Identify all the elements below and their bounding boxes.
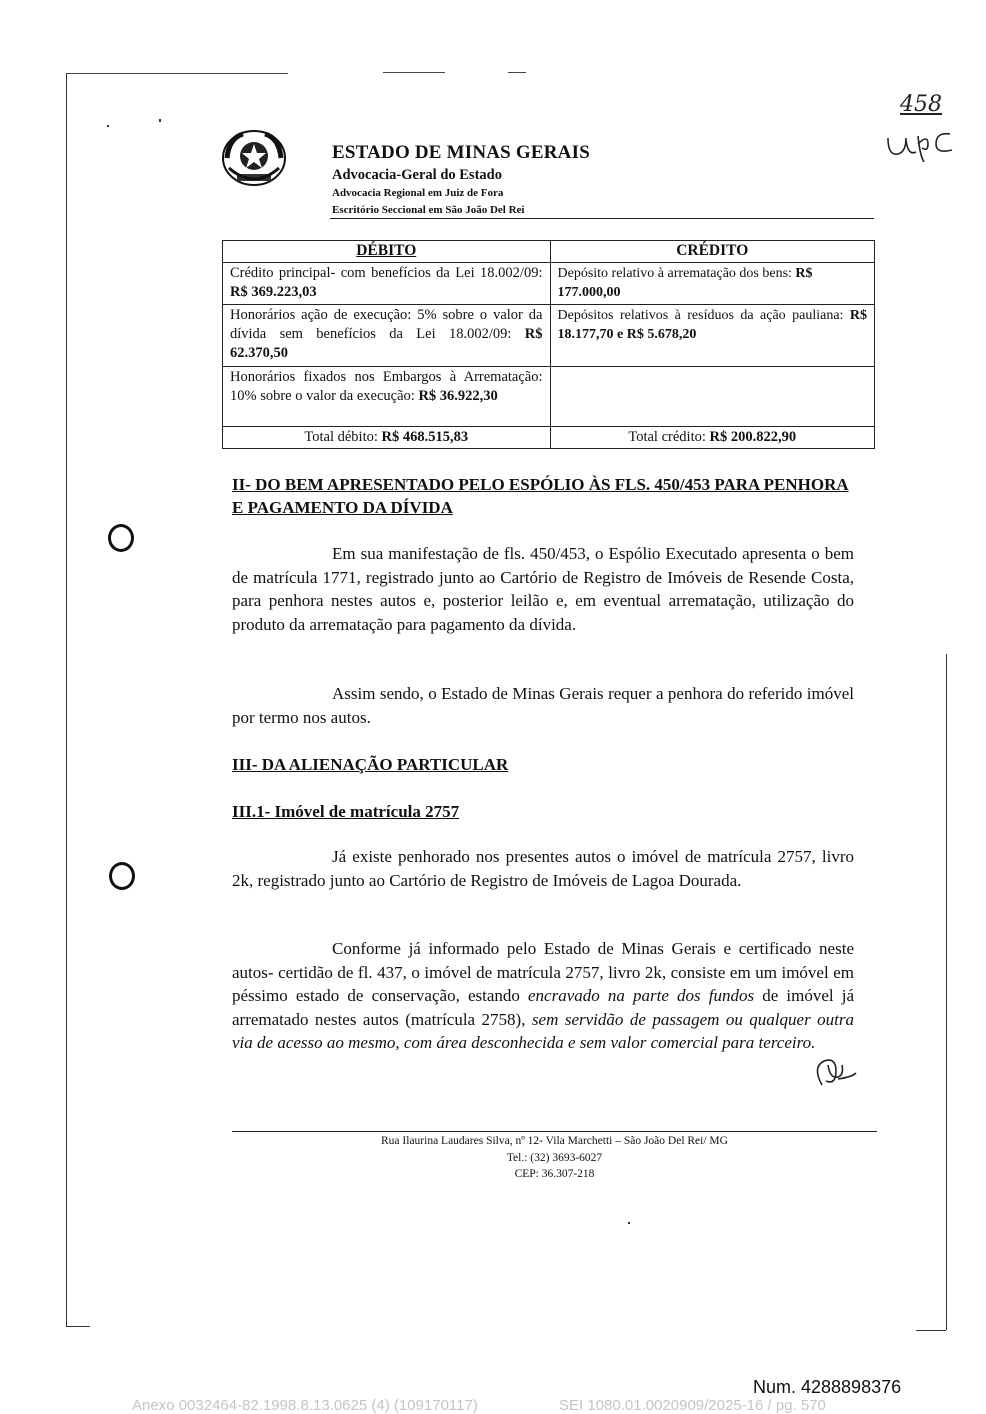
watermark-sei: SEI 1080.01.0020909/2025-16 / pg. 570 — [559, 1397, 826, 1414]
header-agency: Advocacia-Geral do Estado — [332, 167, 502, 183]
section-3-1-subheading: III.1- Imóvel de matrícula 2757 — [232, 802, 460, 821]
section-2-paragraph-1: Em sua manifestação de fls. 450/453, o Espólio Executado apresenta o bem de matrícula 1771, registrado junto ao Cartório de Registro de Imóveis de Resende Costa, para penhora nestes autos e, posterior leilão e, em eventual arrematação, utilização do produto da arrematação para pagamento da dívida. — [232, 544, 854, 634]
footer-address: Rua Ilaurina Laudares Silva, nº 12- Vila Marchetti – São João Del Rei/ MG — [381, 1135, 728, 1147]
total-credit-cell: Total crédito: R$ 200.822,90 — [550, 427, 875, 449]
handwritten-rubric — [808, 1055, 858, 1091]
section-2-paragraph-2: Assim sendo, o Estado de Minas Gerais requer a penhora do referido imóvel por termo nos autos. — [232, 684, 854, 727]
section-3-paragraph-2: Conforme já informado pelo Estado de Minas Gerais e certificado neste autos- certidão de fl. 437, o imóvel de matrícula 2757, livro 2k, consiste em um imóvel em péssimo estado de conservação, estando encravado na parte dos fundos de imóvel já arrematado nestes autos (matrícula 2758), sem servidão de passagem ou qualquer outra via de acesso ao mesmo, com área desconhecida e sem valor comercial para terceiro. — [232, 939, 855, 1052]
frame-line-left — [66, 73, 67, 1327]
total-debit-cell: Total débito: R$ 468.515,83 — [223, 427, 551, 449]
footer-phone: Tel.: (32) 3693-6027 — [506, 1152, 603, 1164]
scan-speck — [107, 125, 109, 127]
watermark-annex: Anexo 0032464-82.1998.8.13.0625 (4) (109170117) — [132, 1397, 478, 1414]
section-2-heading: II- DO BEM APRESENTADO PELO ESPÓLIO ÀS FLS. 450/453 PARA PENHORA E PAGAMENTO DA DÍVIDA — [232, 475, 849, 517]
scan-speck — [159, 119, 161, 122]
credit-cell: Depósito relativo à arrematação dos bens: R$ 177.000,00 — [550, 263, 875, 305]
debit-cell: Honorários ação de execução: 5% sobre o valor da dívida sem benefícios da Lei 18.002/09: R$ 62.370,50 — [223, 305, 551, 367]
debit-cell: Crédito principal- com benefícios da Lei 18.002/09: R$ 369.223,03 — [223, 263, 551, 305]
frame-line-top — [508, 72, 526, 73]
frame-line-top — [383, 72, 445, 73]
header-office: Escritório Seccional em São João Del Rei — [332, 204, 525, 216]
credit-header: CRÉDITO — [550, 241, 875, 263]
frame-line-bottom — [916, 1330, 946, 1331]
debit-cell: Honorários fixados nos Embargos à Arrematação: 10% sobre o valor da execução: R$ 36.922,30 — [223, 367, 551, 427]
document-number: Num. 4288898376 — [753, 1377, 902, 1397]
punch-hole — [108, 524, 134, 552]
credit-cell — [550, 367, 875, 427]
handwritten-page-number: 458 — [900, 92, 942, 117]
header-title: ESTADO DE MINAS GERAIS — [332, 142, 590, 163]
section-3-heading: III- DA ALIENAÇÃO PARTICULAR — [232, 755, 509, 774]
header-regional: Advocacia Regional em Juiz de Fora — [332, 187, 504, 199]
coat-of-arms-seal — [219, 128, 289, 190]
footer-cep: CEP: 36.307-218 — [514, 1168, 595, 1180]
punch-hole — [109, 862, 135, 890]
footer-rule — [232, 1131, 877, 1132]
header-rule — [330, 218, 874, 219]
frame-line-bottom — [66, 1326, 90, 1327]
debit-header: DÉBITO — [223, 241, 551, 263]
credit-cell: Depósitos relativos à resíduos da ação pauliana: R$ 18.177,70 e R$ 5.678,20 — [550, 305, 875, 367]
section-3-paragraph-1: Já existe penhorado nos presentes autos o imóvel de matrícula 2757, livro 2k, registrado junto ao Cartório de Registro de Imóveis de Lagoa Dourada. — [232, 847, 854, 890]
scan-speck — [628, 1222, 630, 1224]
debit-credit-table — [222, 240, 875, 449]
handwritten-initials-mark — [884, 126, 956, 162]
frame-line-right — [946, 654, 947, 1330]
frame-line-top — [66, 73, 288, 74]
